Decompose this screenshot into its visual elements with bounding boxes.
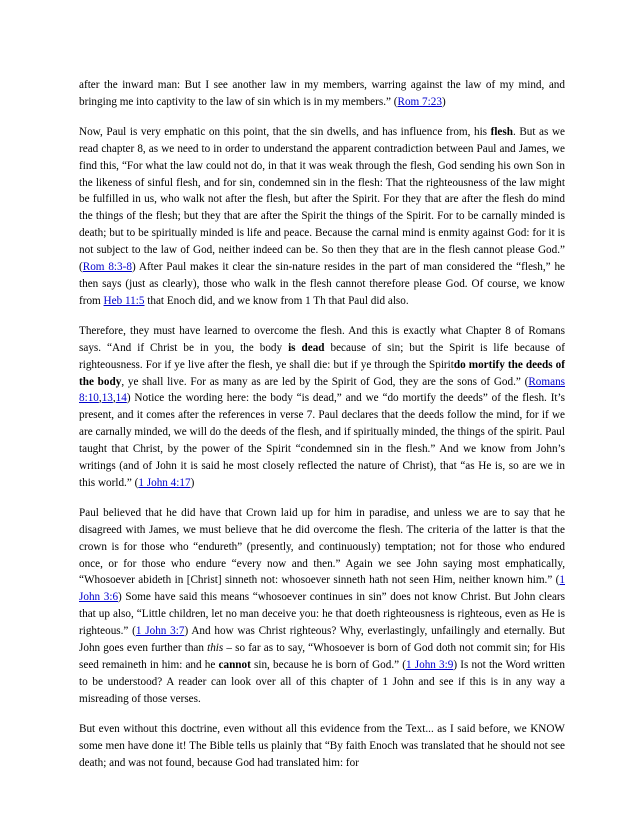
text-run: sin, because he is born of God.” ( xyxy=(250,659,406,671)
text-run: , xyxy=(112,392,116,405)
scripture-link[interactable]: Rom 7:23 xyxy=(397,95,442,108)
bold-text: flesh xyxy=(490,125,513,138)
paragraph-3 xyxy=(79,323,565,492)
bold-text: is dead xyxy=(288,341,325,354)
text-run: – so far as to say, “Whosoever is born of God doth not commit sin; for His seed remaineth in him: and he xyxy=(79,642,565,671)
scripture-link[interactable]: 14 xyxy=(115,392,127,405)
bold-text: do mortify the deeds of the body xyxy=(79,358,565,388)
bold-text: cannot xyxy=(218,659,251,671)
scripture-link[interactable]: Romans 8:10 xyxy=(79,375,566,405)
text-run: ) Notice the wording here: the body “is dead,” and we “do mortify the deeds” of the flesh. It’s present, and it comes after the references in verse 7. Paul declares that the deeds follow the mind, for if we are carnally minded, we will do the deeds of the flesh, and if spiritually minded, the things of the spirit. Paul taught that Christ, by the power of the Spirit “condemned sin in the flesh.” And we know from John’s writings (and of John it is said he most closely reflected the nature of Christ), that “as He is, so are we in this world.” ( xyxy=(79,392,565,489)
paragraph-4 xyxy=(79,505,565,708)
text-run: ) After Paul makes it clear the sin-nature resides in the part of man considered the “flesh,” he then says (just as clearly), those who walk in the flesh cannot therefore please God. Of course, we know from xyxy=(79,261,565,307)
text-run: But even without this doctrine, even without all this evidence from the Text... as I said before, we KNOW some men have done it! The Bible tells us plainly that “By faith Enoch was translated that he should not see death; and was not found, because God had translated him: for xyxy=(79,722,565,769)
paragraph-5 xyxy=(79,721,565,772)
text-run: Therefore, they must have learned to overcome the flesh. And this is exactly what Chapter 8 of Romans says. “And if Christ be in you, the body xyxy=(79,324,565,354)
text-run: ) Some have said this means “whosoever continues in sin” does not know Christ. But John clears that up also, “Little children, let no man deceive you: he that doeth righteousness is righteous, even as He is righteous.” ( xyxy=(79,591,565,638)
text-run: ) xyxy=(190,476,195,489)
italic-text: this xyxy=(207,642,224,655)
scripture-link[interactable]: Heb 11:5 xyxy=(103,294,145,307)
scripture-link[interactable]: 1 John 3:7 xyxy=(135,625,185,638)
text-run: ) Is not the Word written to be understood? A reader can look over all of this chapter of 1 John and see if this is in any way a misreading of those verses. xyxy=(79,659,565,705)
text-run: , ye shall live. For as many as are led by the Spirit of God, they are the sons of God.” ( xyxy=(121,375,529,388)
text-run: because of sin; but the Spirit is life because of righteousness. For if ye live after the flesh, ye shall die: but if ye through the Spirit xyxy=(79,341,565,371)
text-run: that Enoch did, and we know from 1 Th that Paul did also. xyxy=(144,294,409,307)
text-run: . But as we read chapter 8, as we need to in order to understand the apparent contradiction between Paul and James, we find this, “For what the law could not do, in that it was weak through the flesh, God sending his own Son in the likeness of sinful flesh, and for sin, condemned sin in the flesh: That the righteousness of the law might be fulfilled in us, who walk not after the flesh, but after the Spirit. For they that are after the flesh do mind the things of the flesh; but they that are after the Spirit the things of the Spirit. For to be carnally minded is death; but to be spiritually minded is life and peace. Because the carnal mind is enmity against God: for it is not subject to the law of God, neither indeed can be. So then they that are in the flesh cannot please God.” ( xyxy=(79,125,565,274)
text-run: Now, Paul is very emphatic on this point, that the sin dwells, and has influence from, his xyxy=(79,125,491,138)
text-run: ) And how was Christ righteous? Why, everlastingly, unfailingly and eternally. But John goes even further than xyxy=(79,625,566,655)
scripture-link[interactable]: Rom 8:3-8 xyxy=(82,261,132,274)
paragraph-2 xyxy=(79,124,565,310)
scripture-link[interactable]: 1 John 3:6 xyxy=(79,574,565,604)
scripture-link[interactable]: 1 John 3:9 xyxy=(406,659,454,671)
scripture-link[interactable]: 1 John 4:17 xyxy=(138,476,191,489)
text-run: ) xyxy=(441,95,446,108)
text-run: after the inward man: But I see another law in my members, warring against the law of my mind, and bringing me into captivity to the law of sin which is in my members.” ( xyxy=(79,79,565,108)
scripture-link[interactable]: 13 xyxy=(101,392,113,405)
text-run: , xyxy=(98,392,102,405)
paragraph-1 xyxy=(79,77,565,111)
text-run: Paul believed that he did have that Crown laid up for him in paradise, and unless we are to say that he disagreed with James, we must believe that he did overcome the flesh. The criteria of the latter is that the crown is for those who “endureth” (presently, and continuously) temptation; not for those who endured once, or for those who endure “every now and then.” Again we see John saying most emphatically, “Whosoever abideth in [Christ] sinneth not: whosoever sinneth hath not seen Him, neither known him.” ( xyxy=(79,506,565,587)
